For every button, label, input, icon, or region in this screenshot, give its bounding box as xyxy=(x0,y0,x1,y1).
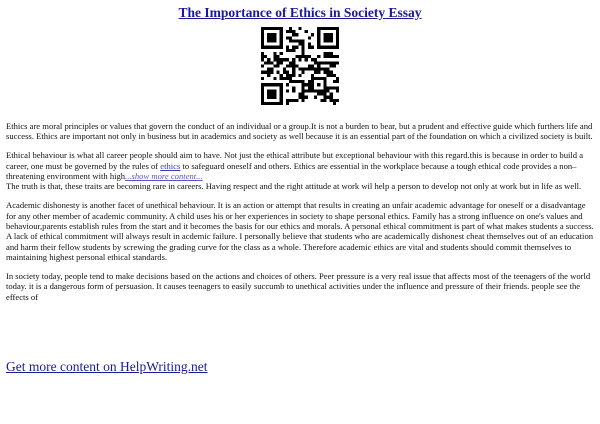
essay-body xyxy=(6,121,596,311)
paragraph-2 xyxy=(6,150,596,192)
essay-title-link[interactable]: The Importance of Ethics in Society Essay xyxy=(178,5,422,20)
paragraph-3: Academic dishonesty is another facet of unethical behaviour. It is an action or attempt that results in creating an unfair academic advantage for oneself or a disadvantage for any other member of academic community. A child uses his or her experiences in society to shape personal ethics. Family has a strong influence on one's values and behaviour,parents establish rules from the start and it becomes the basis for our ethics and morals. A personal ethical commitment is part of what makes students a success. A lack of ethical commitment will always result in acdemic failure. I personally believe that students who are academically dishonest cheat themselves out of an education and harm their fellow students by screwing the grading curve for the class as a whole. Therefore academic ethics are vital and students should commit themselves to maintaining highest personal ethical standards. xyxy=(6,200,594,263)
ethics-link[interactable]: ethics xyxy=(160,160,181,171)
paragraph-4: In society today, people tend to make decisions based on the actions and choices of others. Peer pressure is a very real issue that affects most of the teenagers of the world today. it is a dangerous form of persuasion. It causes teenagers to easily succumb to unethical activities under the influence and pressure of their friends. people see the effects of xyxy=(6,271,591,302)
paragraph-2-text-a: Ethical behaviour is what all career people should aim to have. Not just the ethical attribute but exceptional behaviour with this regard.this is because in order to build a career, one must be governed by the rules of xyxy=(6,150,584,171)
paragraph-2-text-b: to safeguard oneself and others. Ethics are essential in the workplace because a tough ethical code provides a non–threatening environment with high xyxy=(6,160,577,182)
qr-code-icon xyxy=(261,27,339,105)
paragraph-2-text-c: The truth is that, these traits are becoming rare in careers. Having respect and the right attitude at work wil help a person to develop not only at work but in life as well. xyxy=(6,181,582,192)
get-more-content-link[interactable]: Get more content on HelpWriting.net xyxy=(6,359,208,374)
show-more-link[interactable]: ...show more content... xyxy=(125,171,203,182)
paragraph-1: Ethics are moral principles or values that govern the conduct of an individual or a group.It is not a burden to bear, but a prudent and effective guide which furthers life and success. Ethics are important not only in business but in academics and society as well because it is an essential part of the foundation on which a civilized society is built. xyxy=(6,121,593,142)
